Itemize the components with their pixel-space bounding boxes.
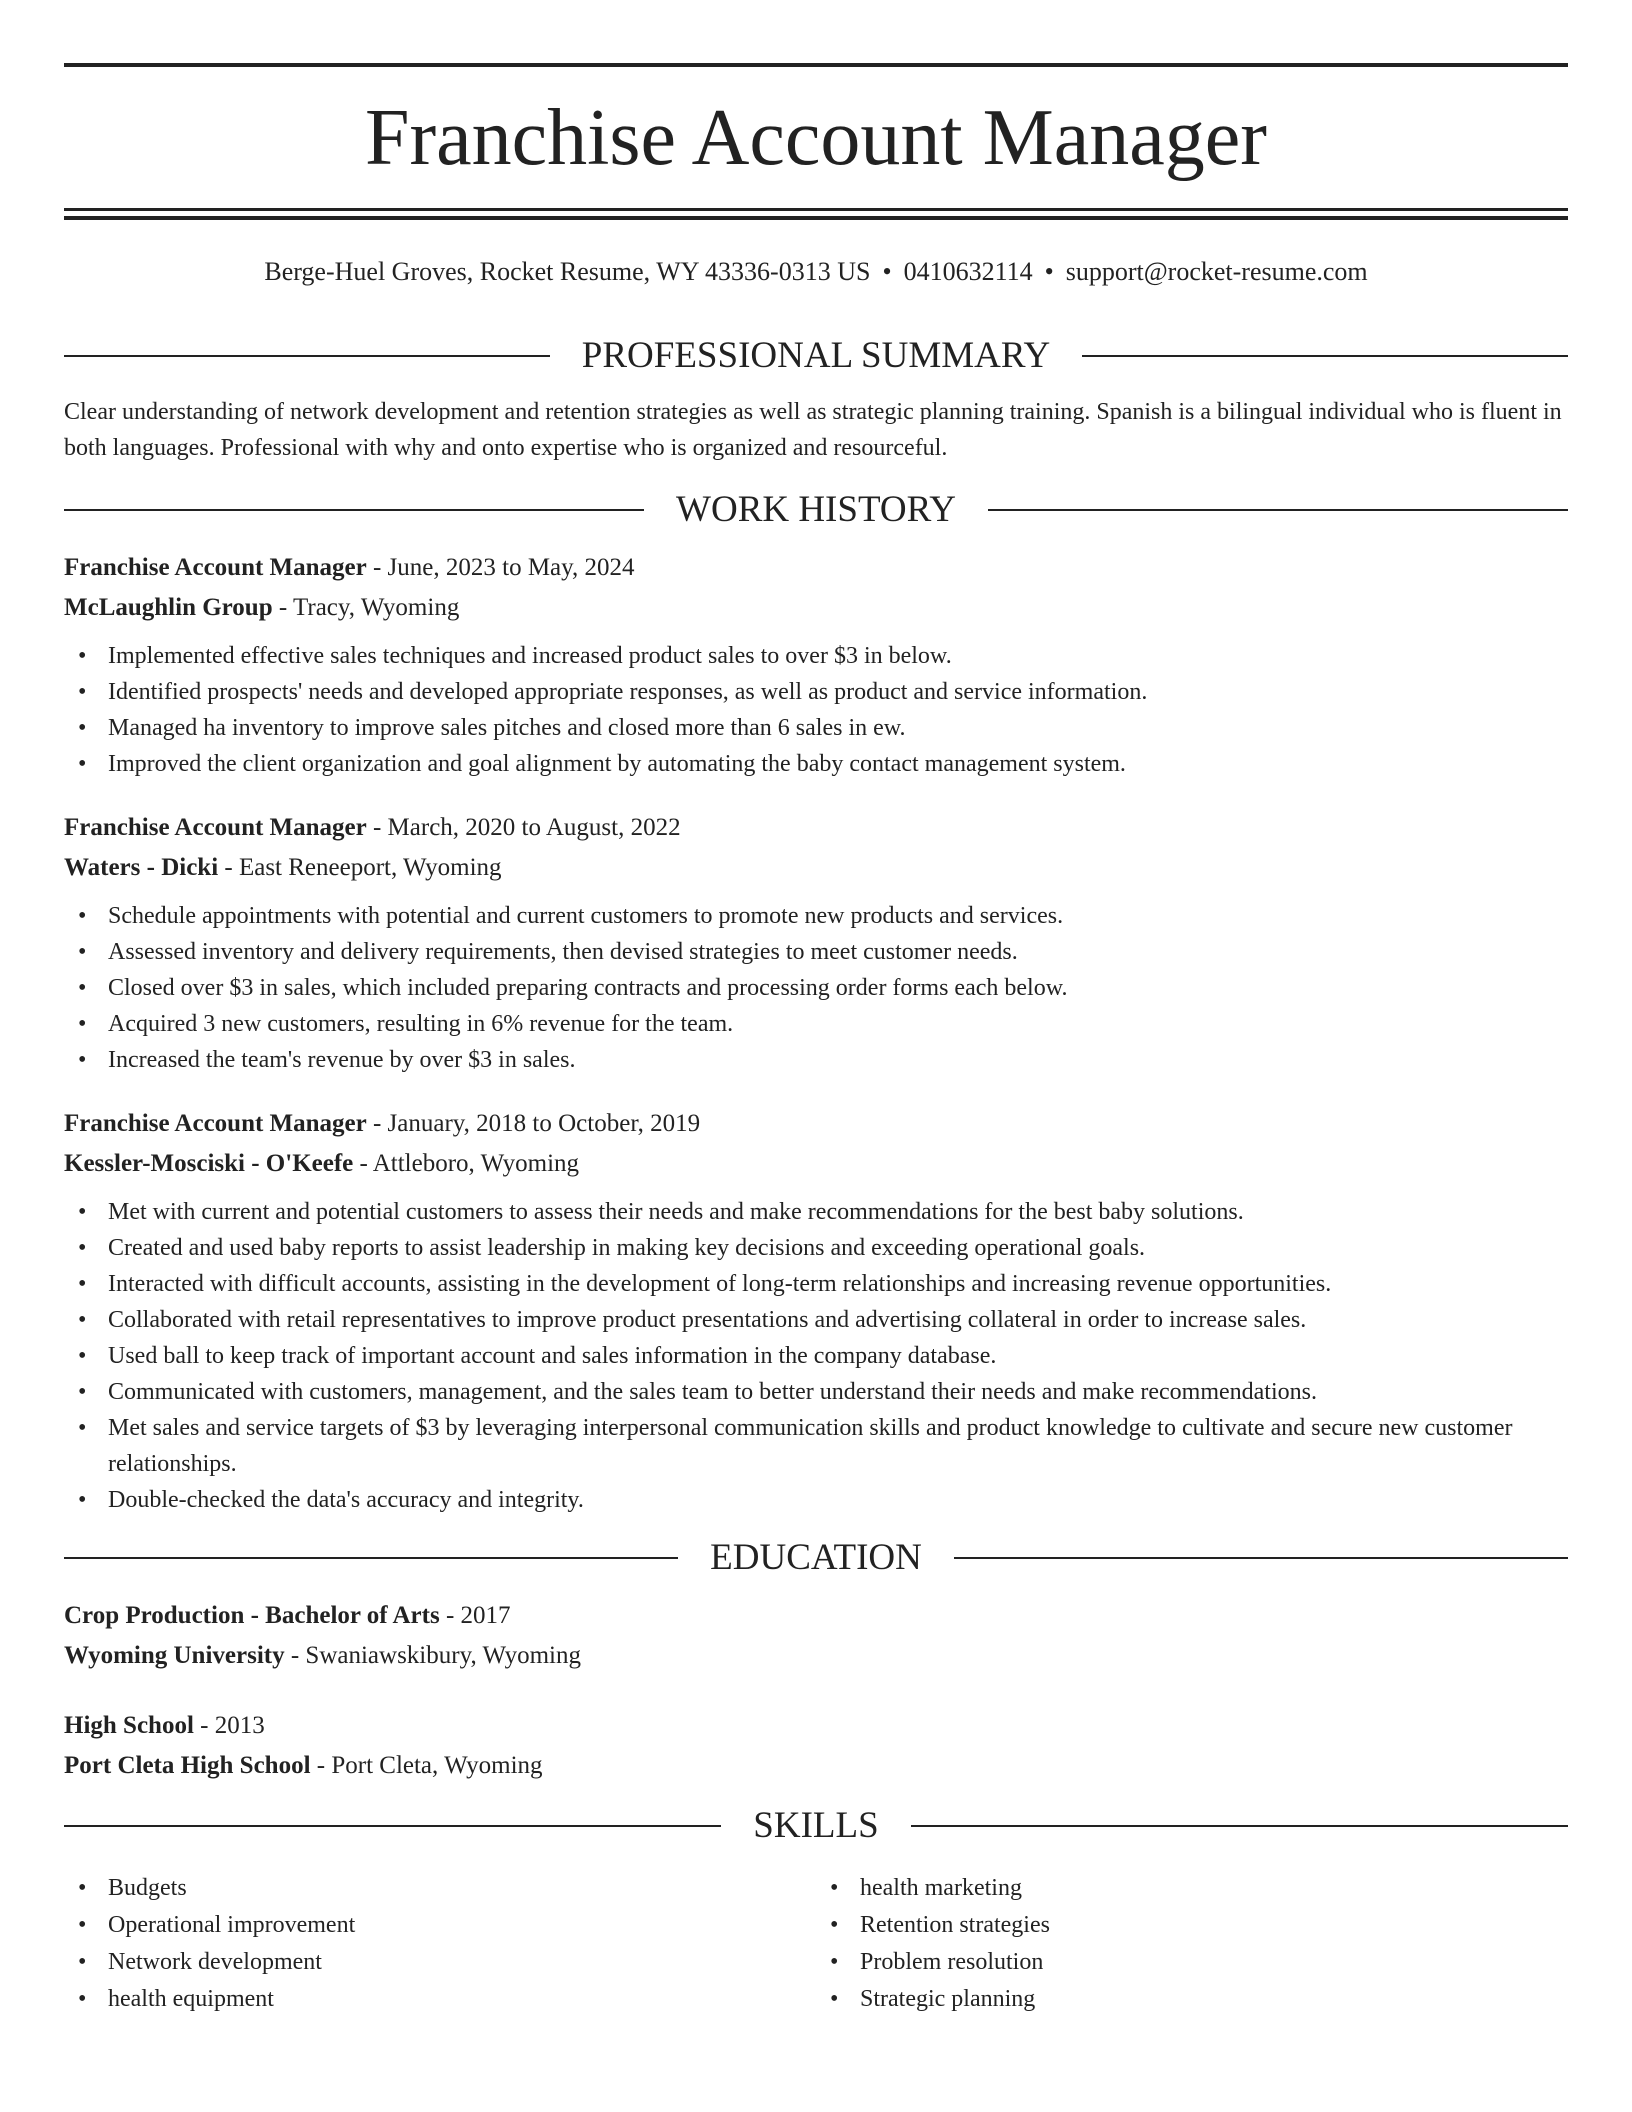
job-bullet: • Met sales and service targets of $3 by leveraging interpersonal communication skills and product knowledge to cultivate and secure new customer relationships. bbox=[64, 1410, 1568, 1482]
job-location: - Attleboro, Wyoming bbox=[353, 1150, 580, 1177]
skill-item: • Network development bbox=[64, 1944, 816, 1981]
job-bullet: • Interacted with difficult accounts, assisting in the development of long-term relationships and increasing revenue opportunities. bbox=[64, 1266, 1568, 1302]
job-company: McLaughlin Group bbox=[64, 594, 273, 621]
job-bullet: • Met with current and potential customers to assess their needs and make recommendations for the best baby solutions. bbox=[64, 1194, 1568, 1230]
section-title: EDUCATION bbox=[710, 1537, 922, 1578]
skill-item: • Problem resolution bbox=[816, 1944, 1568, 1981]
section-header-summary bbox=[64, 326, 1568, 386]
top-rule bbox=[64, 63, 1568, 67]
edu-degree: High School bbox=[64, 1712, 194, 1739]
job-location: - Tracy, Wyoming bbox=[272, 594, 460, 621]
section-title: WORK HISTORY bbox=[676, 489, 956, 530]
skill-item: • Strategic planning bbox=[816, 1981, 1568, 2018]
resume-content bbox=[64, 326, 1568, 2018]
edu-year: - 2013 bbox=[193, 1712, 265, 1739]
job-bullet: • Assessed inventory and delivery requirements, then devised strategies to meet customer needs. bbox=[64, 934, 1568, 970]
job-bullet: • Communicated with customers, management, and the sales team to better understand their needs and make recommendations. bbox=[64, 1374, 1568, 1410]
edu-degree: Crop Production - Bachelor of Arts bbox=[64, 1602, 440, 1629]
section-rule bbox=[64, 355, 550, 357]
job-bullet: • Closed over $3 in sales, which included preparing contracts and processing order forms each below. bbox=[64, 970, 1568, 1006]
job-bullet: • Implemented effective sales techniques and increased product sales to over $3 in below. bbox=[64, 638, 1568, 674]
skills-list bbox=[64, 1864, 1568, 2018]
job-bullets bbox=[64, 638, 1568, 782]
job-dates: - January, 2018 to October, 2019 bbox=[366, 1110, 701, 1137]
section-rule bbox=[1082, 355, 1568, 357]
edu-location: - Swaniawskibury, Wyoming bbox=[284, 1642, 581, 1669]
job-bullet: • Created and used baby reports to assist leadership in making key decisions and exceeding operational goals. bbox=[64, 1230, 1568, 1266]
contact-phone: 0410632114 bbox=[903, 257, 1033, 286]
job-bullet: • Increased the team's revenue by over $3 in sales. bbox=[64, 1042, 1568, 1078]
work-entry bbox=[64, 548, 1568, 782]
section-rule bbox=[911, 1825, 1568, 1827]
job-bullet: • Managed ha inventory to improve sales pitches and closed more than 6 sales in ew. bbox=[64, 710, 1568, 746]
job-bullet: • Double-checked the data's accuracy and integrity. bbox=[64, 1482, 1568, 1518]
summary-text: Clear understanding of network development and retention strategies as well as strategic planning training. Spanish is a bilingual individual who is fluent in both languages. Professional with why and onto expertise who is organized and resourceful. bbox=[64, 399, 1562, 461]
section-rule bbox=[954, 1557, 1568, 1559]
education-entry bbox=[64, 1706, 1568, 1786]
education-entry bbox=[64, 1596, 1568, 1676]
section-title: SKILLS bbox=[753, 1805, 879, 1846]
resume-title: Franchise Account Manager bbox=[365, 94, 1267, 182]
section-header-work bbox=[64, 480, 1568, 540]
job-bullet: • Schedule appointments with potential and current customers to promote new products and services. bbox=[64, 898, 1568, 934]
skill-item: • health marketing bbox=[816, 1870, 1568, 1907]
edu-location: - Port Cleta, Wyoming bbox=[310, 1752, 543, 1779]
job-bullets bbox=[64, 898, 1568, 1078]
skill-item: • health equipment bbox=[64, 1981, 816, 2018]
job-company: Kessler-Mosciski - O'Keefe bbox=[64, 1150, 354, 1177]
section-header-education bbox=[64, 1528, 1568, 1588]
skills-column-left bbox=[64, 1870, 816, 2018]
work-entry bbox=[64, 808, 1568, 1078]
job-dates: - March, 2020 to August, 2022 bbox=[366, 814, 681, 841]
section-rule bbox=[64, 1557, 678, 1559]
skills-column-right bbox=[816, 1870, 1568, 2018]
job-location: - East Reneeport, Wyoming bbox=[218, 854, 502, 881]
job-bullet: • Used ball to keep track of important account and sales information in the company database. bbox=[64, 1338, 1568, 1374]
contact-separator: • bbox=[1044, 257, 1054, 286]
job-bullet: • Improved the client organization and goal alignment by automating the baby contact management system. bbox=[64, 746, 1568, 782]
edu-school: Port Cleta High School bbox=[64, 1752, 311, 1779]
job-company: Waters - Dicki bbox=[64, 854, 219, 881]
skill-item: • Retention strategies bbox=[816, 1907, 1568, 1944]
skill-item: • Budgets bbox=[64, 1870, 816, 1907]
job-dates: - June, 2023 to May, 2024 bbox=[366, 554, 635, 581]
job-bullet: • Identified prospects' needs and developed appropriate responses, as well as product and service information. bbox=[64, 674, 1568, 710]
title-double-rule bbox=[64, 208, 1568, 220]
section-rule bbox=[64, 509, 644, 511]
edu-year: - 2017 bbox=[439, 1602, 511, 1629]
contact-email[interactable]: support@rocket-resume.com bbox=[1065, 257, 1368, 286]
job-role: Franchise Account Manager bbox=[64, 814, 367, 841]
edu-school: Wyoming University bbox=[64, 1642, 285, 1669]
job-role: Franchise Account Manager bbox=[64, 554, 367, 581]
section-rule bbox=[64, 1825, 721, 1827]
job-bullet: • Acquired 3 new customers, resulting in 6% revenue for the team. bbox=[64, 1006, 1568, 1042]
skill-item: • Operational improvement bbox=[64, 1907, 816, 1944]
job-role: Franchise Account Manager bbox=[64, 1110, 367, 1137]
contact-address: Berge-Huel Groves, Rocket Resume, WY 43336-0313 US bbox=[264, 257, 871, 286]
job-bullets bbox=[64, 1194, 1568, 1518]
work-entry bbox=[64, 1104, 1568, 1518]
section-header-skills bbox=[64, 1796, 1568, 1856]
contact-separator: • bbox=[882, 257, 892, 286]
section-title: PROFESSIONAL SUMMARY bbox=[581, 335, 1051, 376]
contact-line bbox=[64, 252, 1568, 292]
section-rule bbox=[988, 509, 1568, 511]
job-bullet: • Collaborated with retail representatives to improve product presentations and advertising collateral in order to increase sales. bbox=[64, 1302, 1568, 1338]
